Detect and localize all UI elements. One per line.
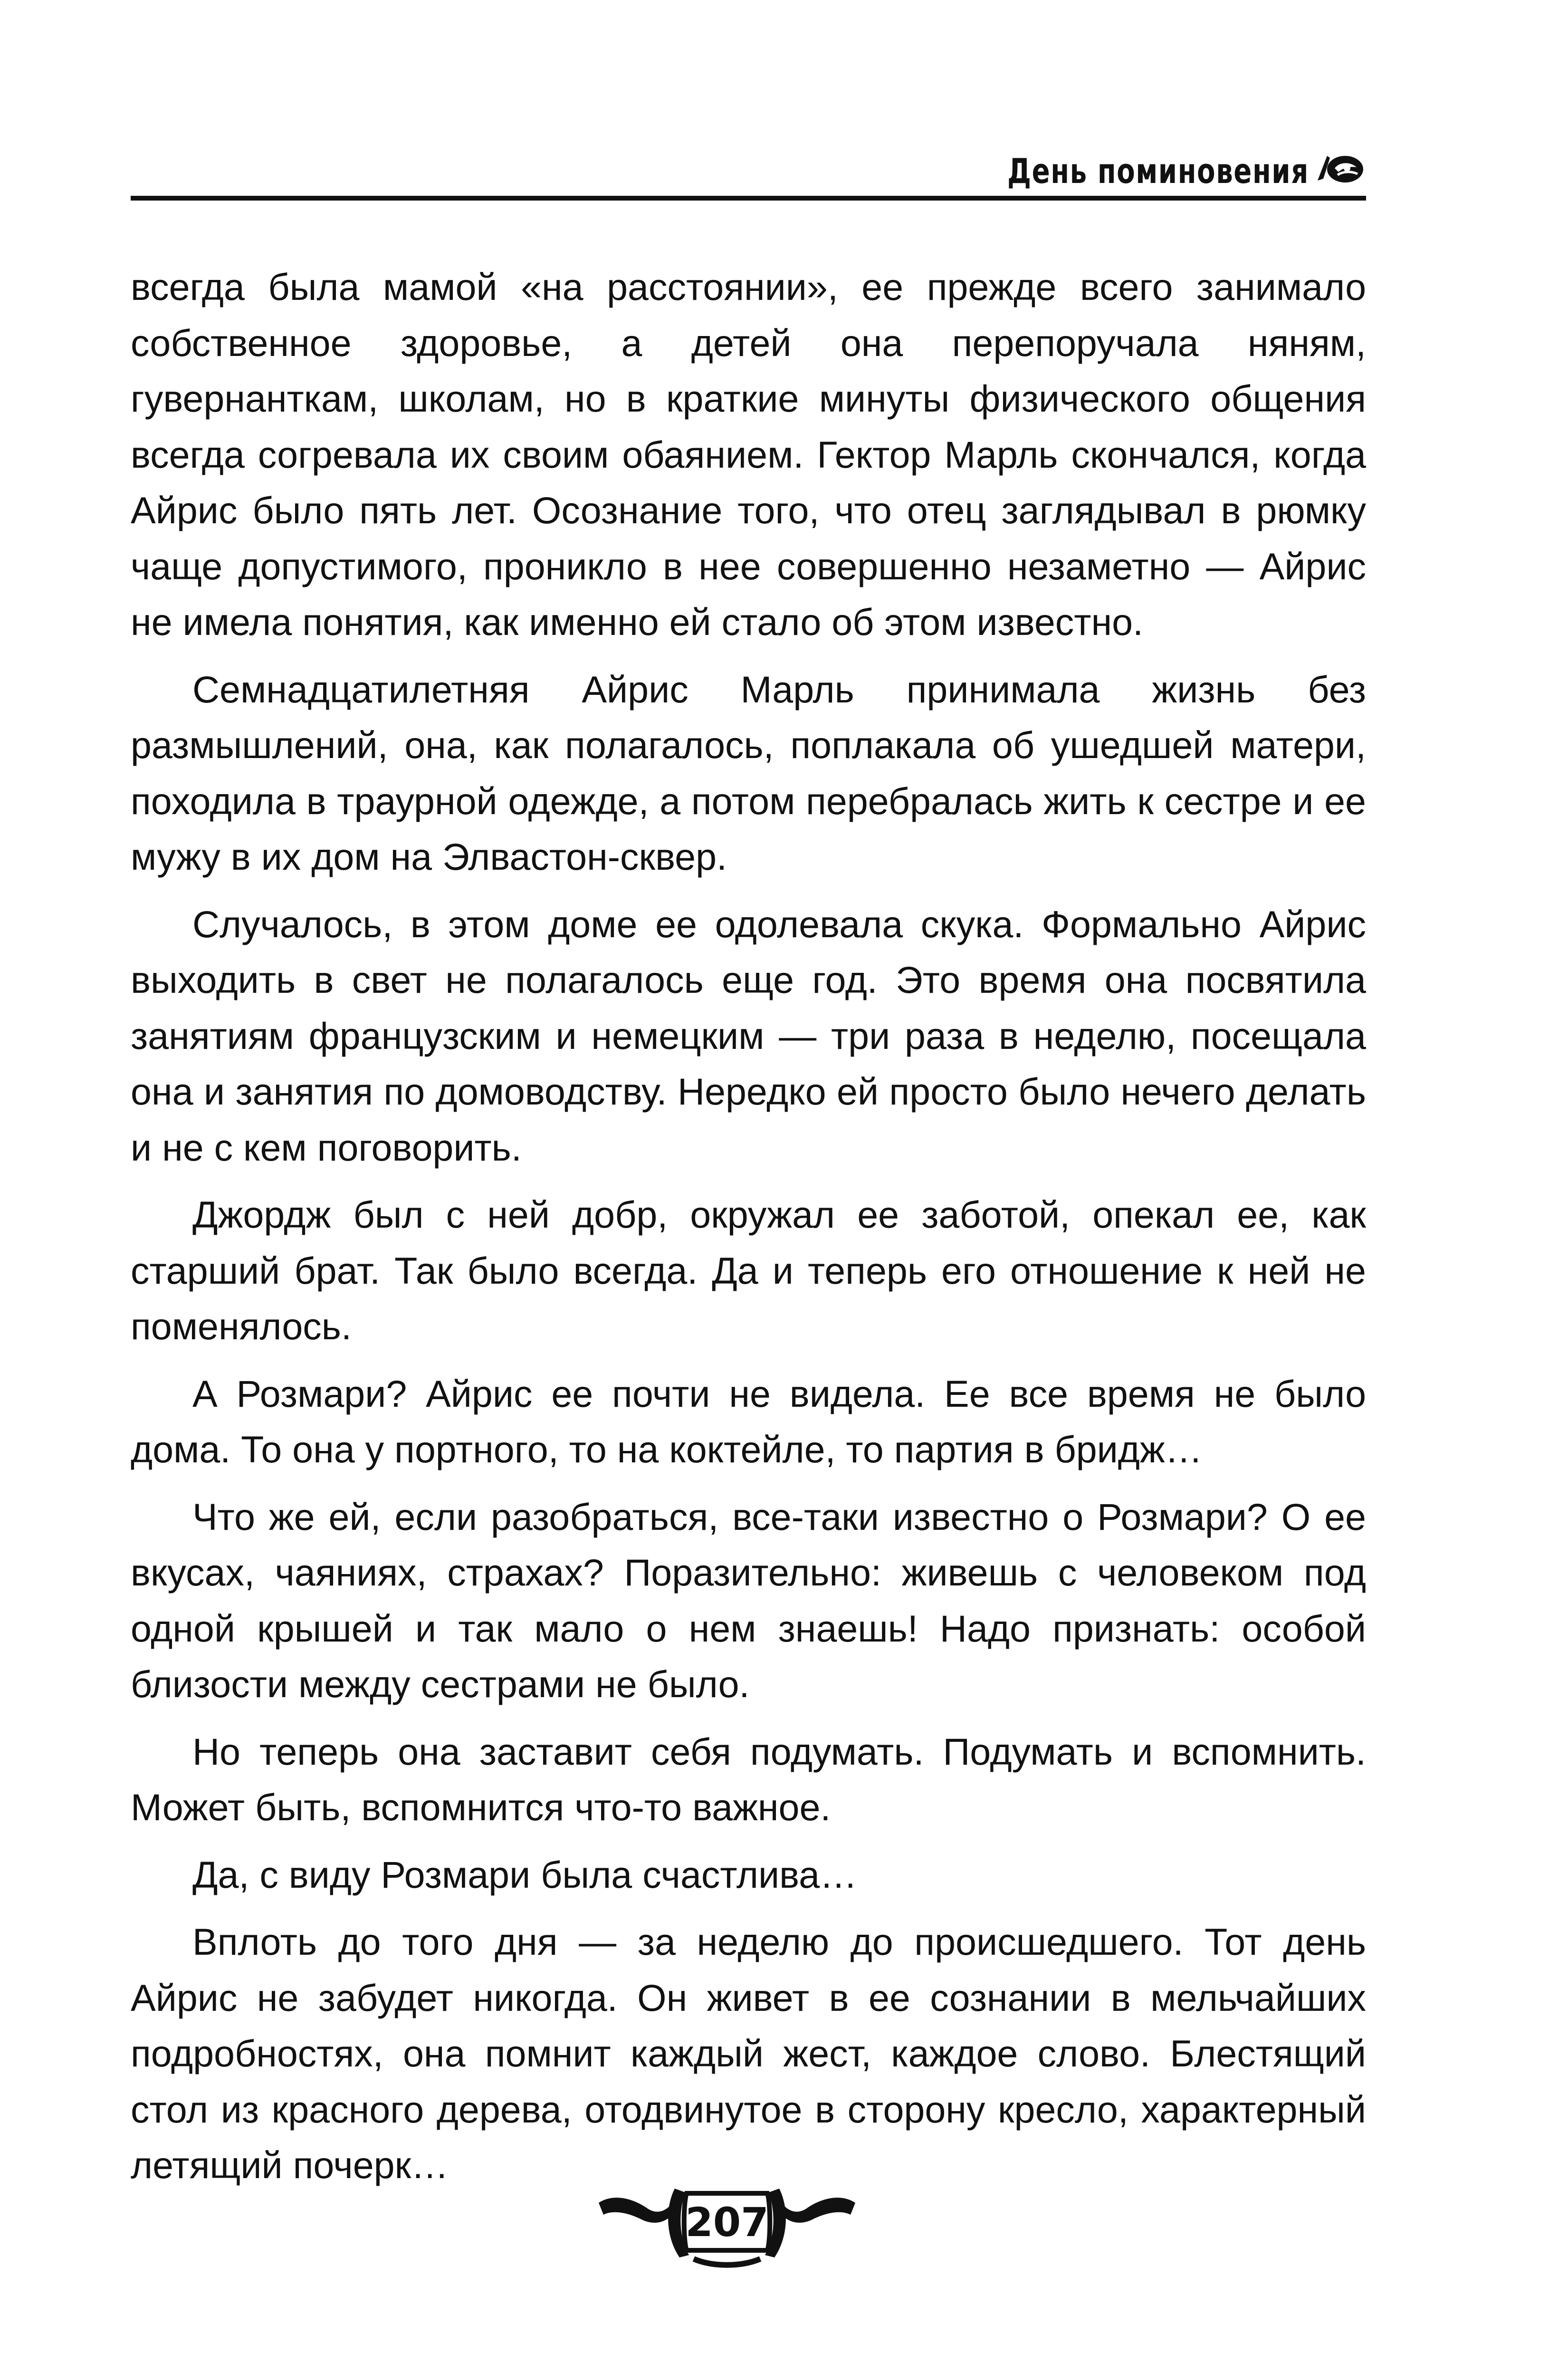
paragraph: Вплоть до того дня — за неделю до происшедшего. Тот день Айрис не забудет никогда. Он живет в ее сознании в мельчайших подробностях, она помнит каждый жест, каждое слово. Блестящий стол из красного дерева, отодвинутое в сторону кресло, характерный летящий почерк…: [131, 1921, 1366, 2186]
page-body: [131, 259, 1366, 2205]
paragraph: Но теперь она заставит себя подумать. Подумать и вспомнить. Может быть, вспомнится что-то важное.: [131, 1730, 1366, 1828]
paragraph: Что же ей, если разобраться, все-таки известно о Розмари? О ее вкусах, чаяниях, страхах? Поразительно: живешь с человеком под одной крышей и так мало о нем знаешь! Надо признать: особой близости между сестрами не было.: [131, 1495, 1366, 1705]
paragraph: всегда была мамой «на расстоянии», ее прежде всего занимало собственное здоровье, а детей она перепоручала няням, гувернанткам, школам, но в краткие минуты физического общения всегда согревала их своим обаянием. Гектор Марль скончался, когда Айрис было пять лет. Осознание того, что отец заглядывал в рюмку чаще допустимого, проникло в нее совершенно незаметно — Айрис не имела понятия, как именно ей стало об этом известно.: [131, 266, 1366, 643]
page-number-block: [594, 2174, 860, 2269]
header-rule: [131, 196, 1366, 201]
running-title: День поминовения: [1007, 151, 1309, 191]
paragraph: Да, с виду Розмари была счастлива…: [192, 1853, 858, 1896]
running-header: [131, 143, 1366, 204]
rose-ornament-icon: [1314, 147, 1366, 190]
paragraph: Случалось, в этом доме ее одолевала скука. Формально Айрис выходить в свет не полагалось еще год. Это время она посвятила занятиям французским и немецким — три раза в неделю, посещала она и занятия по домоводству. Нередко ей просто было нечего делать и не с кем поговорить.: [131, 903, 1366, 1169]
page-number: 207: [685, 2199, 769, 2246]
paragraph: А Розмари? Айрис ее почти не видела. Ее все время не было дома. То она у портного, то на коктейле, то партия в бридж…: [131, 1372, 1366, 1470]
paragraph: Джордж был с ней добр, окружал ее заботой, опекал ее, как старший брат. Так было всегда. Да и теперь его отношение к ней не поменялось.: [131, 1193, 1366, 1347]
paragraph: Семнадцатилетняя Айрис Марль принимала жизнь без размышлений, она, как полагалось, поплакала об ушедшей матери, походила в траурной одежде, а потом перебралась жить к сестре и ее мужу в их дом на Элвастон-сквер.: [131, 668, 1366, 878]
